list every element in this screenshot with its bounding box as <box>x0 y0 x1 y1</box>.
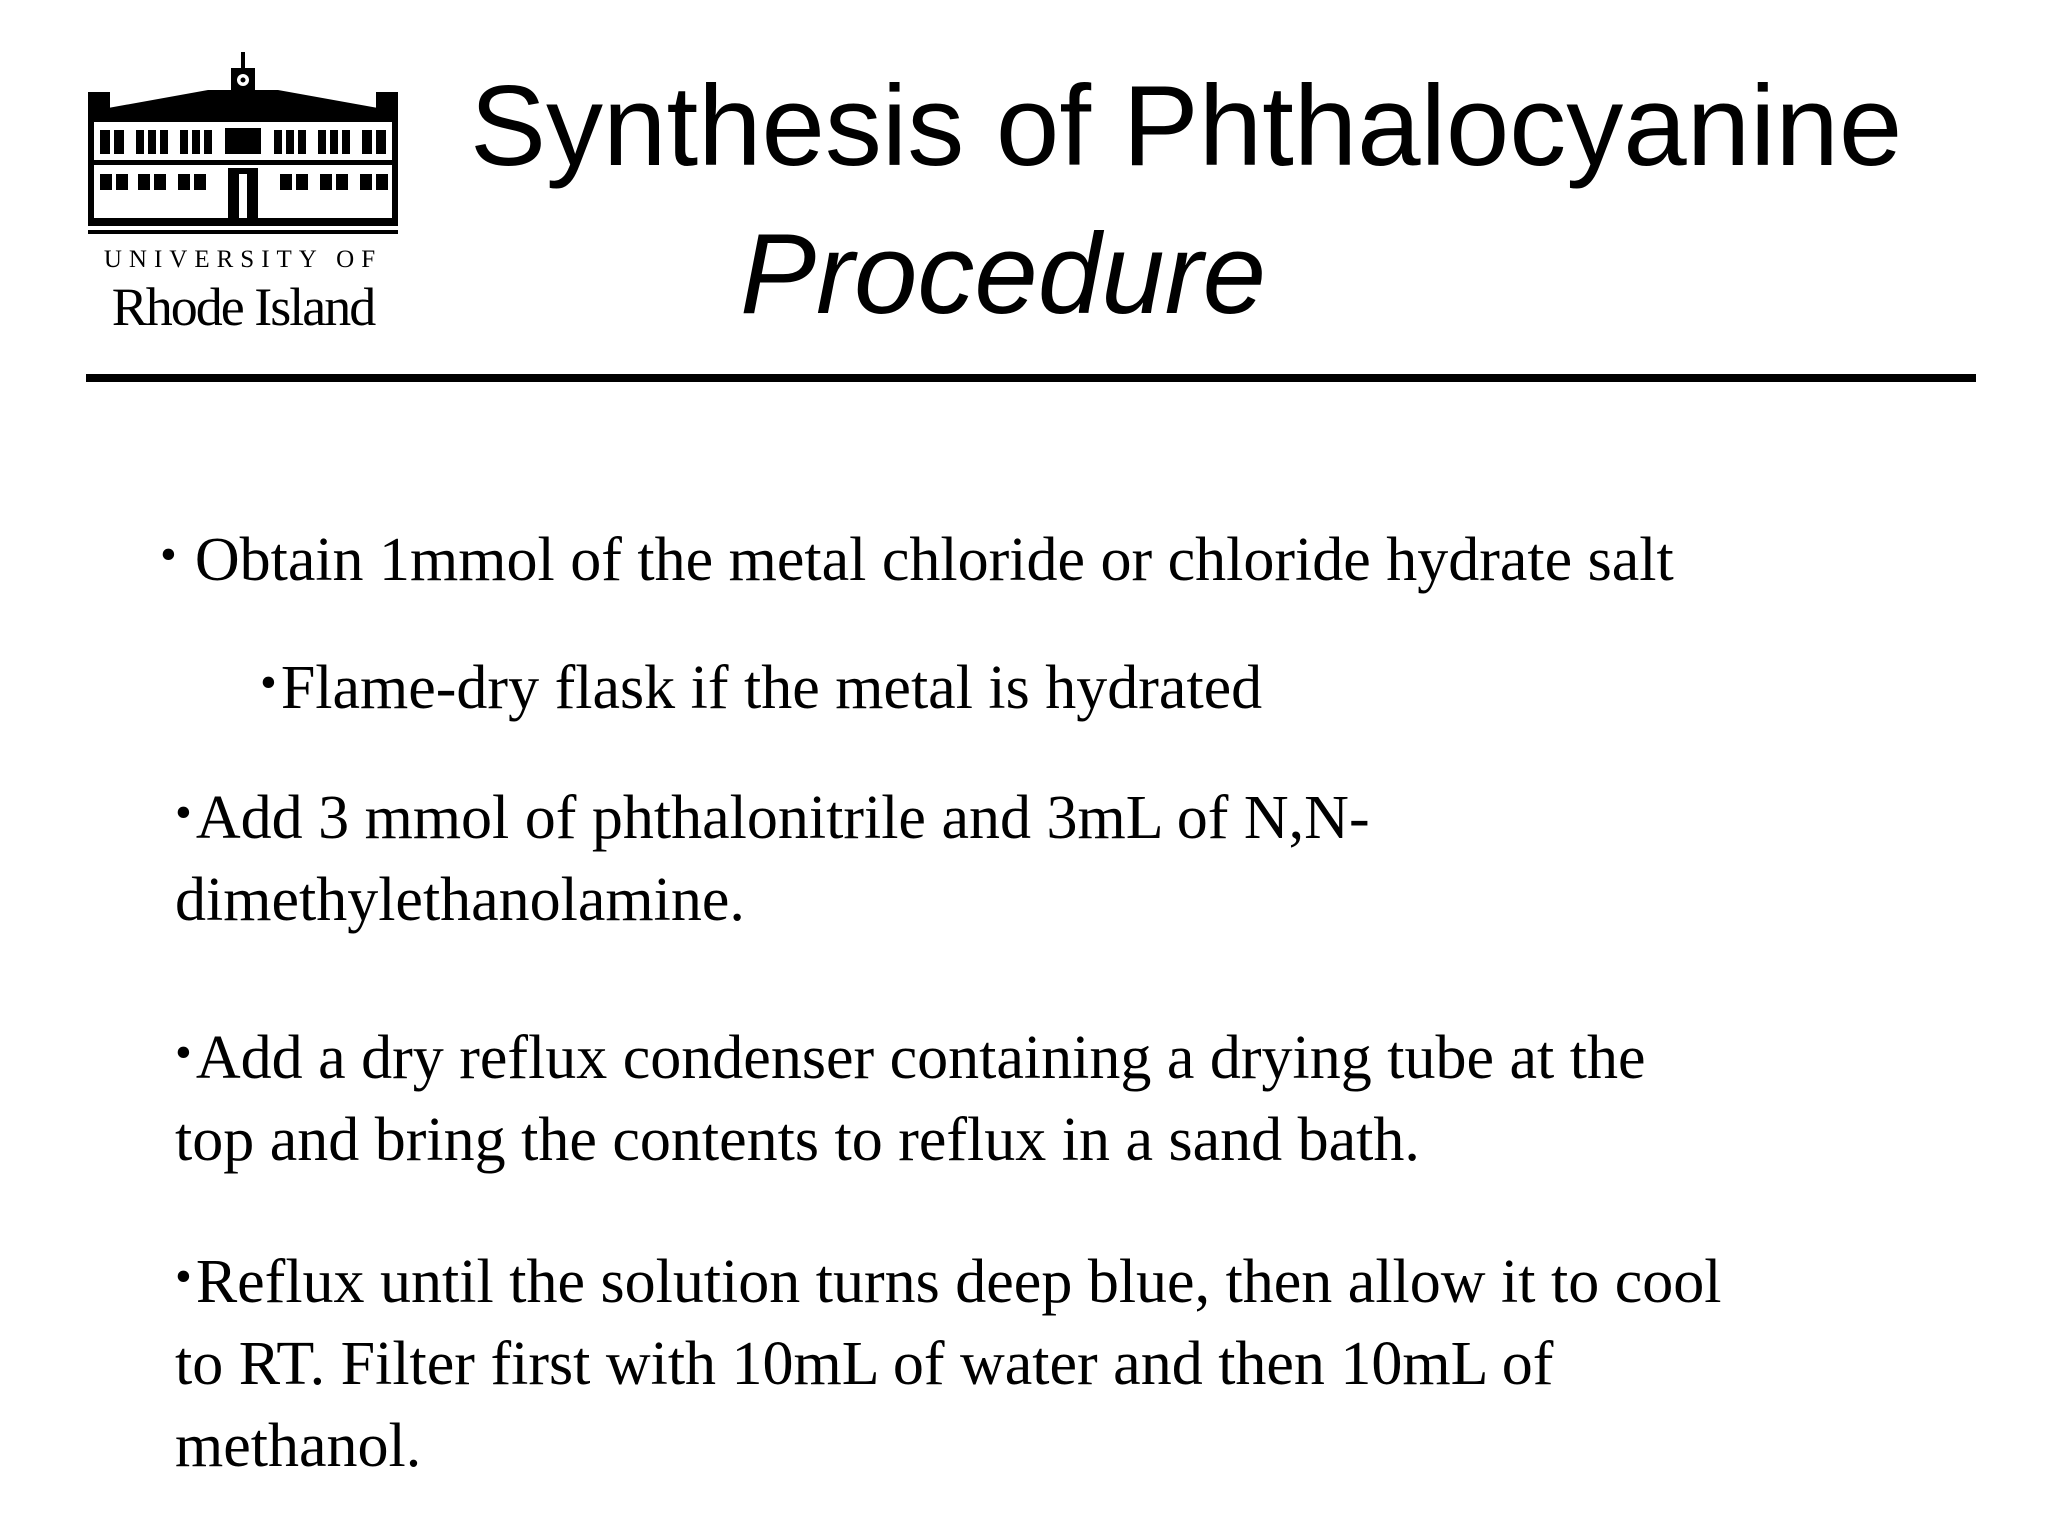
bullet-text-continued: top and bring the contents to reflux in a sand bath. <box>175 1106 1420 1174</box>
bullet-marker: • <box>175 1026 192 1079</box>
bullet-text: Add 3 mmol of phthalonitrile and 3mL of N,N- <box>195 784 1370 852</box>
logo-university-of: UNIVERSITY OF <box>103 246 383 273</box>
university-building-icon <box>88 50 398 240</box>
bullet-marker: • <box>175 1250 192 1303</box>
bullet-text-continued: to RT. Filter first with 10mL of water and then 10mL of <box>175 1330 1554 1398</box>
bullet-marker: • <box>260 656 277 709</box>
bullet-text: Flame-dry flask if the metal is hydrated <box>280 654 1263 722</box>
bullet-text-continued: dimethylethanolamine. <box>175 866 745 934</box>
title-divider <box>86 374 1976 382</box>
bullet-obtain-metal-salt <box>160 514 1674 601</box>
university-logo <box>88 50 398 336</box>
bullet-marker: • <box>175 786 192 839</box>
bullet-add-reflux-condenser <box>175 1012 1645 1181</box>
bullet-flame-dry-flask <box>260 642 1262 729</box>
bullet-add-phthalonitrile <box>175 772 1370 941</box>
bullet-reflux-and-filter <box>175 1236 1721 1487</box>
bullet-text: Reflux until the solution turns deep blue, then allow it to cool <box>195 1248 1722 1316</box>
bullet-text: Add a dry reflux condenser containing a drying tube at the <box>195 1024 1646 1092</box>
bullet-text-continued: methanol. <box>175 1412 422 1480</box>
slide-subtitle: Procedure <box>740 211 1266 338</box>
bullet-text: Obtain 1mmol of the metal chloride or chloride hydrate salt <box>194 526 1674 594</box>
logo-rhode-island: Rhode Island <box>111 277 375 337</box>
slide-title: Synthesis of Phthalocyanine <box>470 63 1903 190</box>
bullet-marker: • <box>160 528 177 581</box>
